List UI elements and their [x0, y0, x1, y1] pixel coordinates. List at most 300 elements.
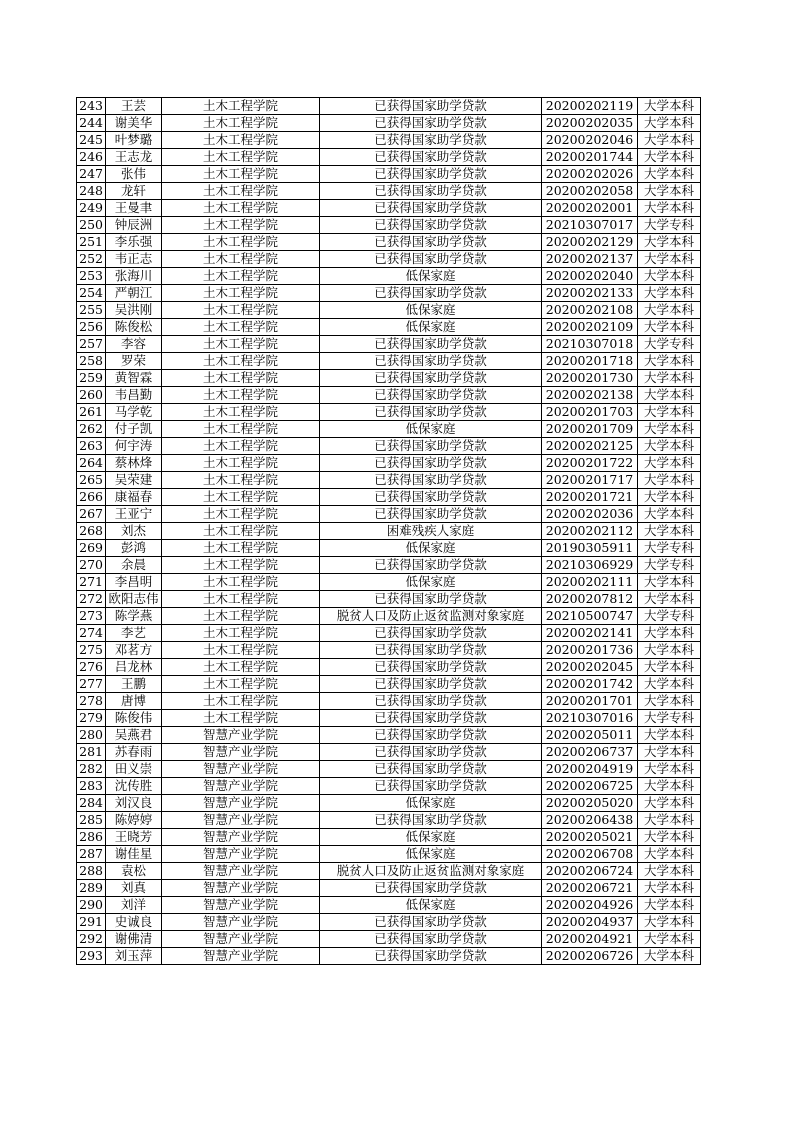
difficulty-type-cell: 已获得国家助学贷款: [320, 914, 542, 931]
student-name-cell: 陈学燕: [106, 608, 162, 625]
difficulty-type-cell: 已获得国家助学贷款: [320, 489, 542, 506]
table-row: [77, 387, 701, 404]
row-number-cell: 288: [77, 863, 106, 880]
row-number-cell: 265: [77, 472, 106, 489]
student-name-cell: 何宇涛: [106, 438, 162, 455]
student-id-cell: 20200205011: [542, 727, 638, 744]
student-id-cell: 20200201717: [542, 472, 638, 489]
student-id-cell: 20200202001: [542, 200, 638, 217]
table-row: [77, 98, 701, 115]
education-level-cell: 大学本科: [638, 625, 701, 642]
student-name-cell: 黄智霖: [106, 370, 162, 387]
college-cell: 土木工程学院: [162, 98, 320, 115]
table-row: [77, 557, 701, 574]
difficulty-type-cell: 已获得国家助学贷款: [320, 472, 542, 489]
row-number-cell: 289: [77, 880, 106, 897]
college-cell: 智慧产业学院: [162, 863, 320, 880]
education-level-cell: 大学本科: [638, 829, 701, 846]
student-id-cell: 20200204926: [542, 897, 638, 914]
education-level-cell: 大学本科: [638, 438, 701, 455]
college-cell: 土木工程学院: [162, 370, 320, 387]
row-number-cell: 261: [77, 404, 106, 421]
college-cell: 智慧产业学院: [162, 778, 320, 795]
student-id-cell: 20200202112: [542, 523, 638, 540]
table-row: [77, 795, 701, 812]
education-level-cell: 大学专科: [638, 336, 701, 353]
student-name-cell: 陈婷婷: [106, 812, 162, 829]
student-id-cell: 20200206721: [542, 880, 638, 897]
education-level-cell: 大学本科: [638, 285, 701, 302]
college-cell: 土木工程学院: [162, 659, 320, 676]
student-name-cell: 唐博: [106, 693, 162, 710]
college-cell: 土木工程学院: [162, 149, 320, 166]
student-id-cell: 20200206724: [542, 863, 638, 880]
row-number-cell: 250: [77, 217, 106, 234]
college-cell: 土木工程学院: [162, 183, 320, 200]
student-id-cell: 20200202141: [542, 625, 638, 642]
row-number-cell: 257: [77, 336, 106, 353]
difficulty-type-cell: 已获得国家助学贷款: [320, 387, 542, 404]
difficulty-type-cell: 已获得国家助学贷款: [320, 234, 542, 251]
difficulty-type-cell: 低保家庭: [320, 829, 542, 846]
difficulty-type-cell: 已获得国家助学贷款: [320, 642, 542, 659]
student-name-cell: 谢佛清: [106, 931, 162, 948]
student-name-cell: 马学乾: [106, 404, 162, 421]
education-level-cell: 大学本科: [638, 880, 701, 897]
education-level-cell: 大学本科: [638, 931, 701, 948]
education-level-cell: 大学本科: [638, 506, 701, 523]
college-cell: 智慧产业学院: [162, 744, 320, 761]
student-id-cell: 20200202111: [542, 574, 638, 591]
difficulty-type-cell: 已获得国家助学贷款: [320, 183, 542, 200]
education-level-cell: 大学专科: [638, 217, 701, 234]
college-cell: 土木工程学院: [162, 540, 320, 557]
student-name-cell: 史诚良: [106, 914, 162, 931]
row-number-cell: 287: [77, 846, 106, 863]
student-id-cell: 20200201703: [542, 404, 638, 421]
difficulty-type-cell: 已获得国家助学贷款: [320, 744, 542, 761]
table-row: [77, 829, 701, 846]
difficulty-type-cell: 已获得国家助学贷款: [320, 625, 542, 642]
student-name-cell: 苏春雨: [106, 744, 162, 761]
college-cell: 土木工程学院: [162, 523, 320, 540]
student-name-cell: 彭鸿: [106, 540, 162, 557]
college-cell: 土木工程学院: [162, 234, 320, 251]
table-row: [77, 421, 701, 438]
student-id-cell: 20200206708: [542, 846, 638, 863]
college-cell: 土木工程学院: [162, 574, 320, 591]
difficulty-type-cell: 脱贫人口及防止返贫监测对象家庭: [320, 863, 542, 880]
student-id-cell: 20200201730: [542, 370, 638, 387]
table-row: [77, 438, 701, 455]
education-level-cell: 大学本科: [638, 574, 701, 591]
college-cell: 智慧产业学院: [162, 897, 320, 914]
college-cell: 智慧产业学院: [162, 846, 320, 863]
difficulty-type-cell: 低保家庭: [320, 574, 542, 591]
student-name-cell: 王亚宁: [106, 506, 162, 523]
row-number-cell: 255: [77, 302, 106, 319]
row-number-cell: 243: [77, 98, 106, 115]
education-level-cell: 大学本科: [638, 727, 701, 744]
row-number-cell: 281: [77, 744, 106, 761]
row-number-cell: 246: [77, 149, 106, 166]
table-row: [77, 897, 701, 914]
student-name-cell: 钟辰洲: [106, 217, 162, 234]
difficulty-type-cell: 已获得国家助学贷款: [320, 557, 542, 574]
student-id-cell: 20200205021: [542, 829, 638, 846]
student-id-cell: 20200204919: [542, 761, 638, 778]
table-row: [77, 183, 701, 200]
table-row: [77, 540, 701, 557]
difficulty-type-cell: 低保家庭: [320, 319, 542, 336]
student-list-table: [76, 97, 701, 965]
student-id-cell: 20200201744: [542, 149, 638, 166]
education-level-cell: 大学本科: [638, 914, 701, 931]
difficulty-type-cell: 已获得国家助学贷款: [320, 710, 542, 727]
student-name-cell: 龙轩: [106, 183, 162, 200]
education-level-cell: 大学本科: [638, 115, 701, 132]
college-cell: 智慧产业学院: [162, 727, 320, 744]
table-row: [77, 948, 701, 965]
difficulty-type-cell: 已获得国家助学贷款: [320, 353, 542, 370]
student-id-cell: 20200201709: [542, 421, 638, 438]
table-row: [77, 319, 701, 336]
college-cell: 土木工程学院: [162, 557, 320, 574]
student-id-cell: 20200202058: [542, 183, 638, 200]
row-number-cell: 247: [77, 166, 106, 183]
education-level-cell: 大学本科: [638, 948, 701, 965]
difficulty-type-cell: 已获得国家助学贷款: [320, 115, 542, 132]
row-number-cell: 279: [77, 710, 106, 727]
difficulty-type-cell: 已获得国家助学贷款: [320, 778, 542, 795]
difficulty-type-cell: 低保家庭: [320, 540, 542, 557]
table-row: [77, 455, 701, 472]
table-row: [77, 523, 701, 540]
row-number-cell: 293: [77, 948, 106, 965]
college-cell: 土木工程学院: [162, 455, 320, 472]
student-id-cell: 20200202040: [542, 268, 638, 285]
student-name-cell: 叶梦璐: [106, 132, 162, 149]
table-row: [77, 744, 701, 761]
difficulty-type-cell: 脱贫人口及防止返贫监测对象家庭: [320, 608, 542, 625]
table-row: [77, 761, 701, 778]
student-id-cell: 20210500747: [542, 608, 638, 625]
college-cell: 土木工程学院: [162, 642, 320, 659]
student-name-cell: 谢佳星: [106, 846, 162, 863]
college-cell: 土木工程学院: [162, 421, 320, 438]
college-cell: 土木工程学院: [162, 404, 320, 421]
difficulty-type-cell: 已获得国家助学贷款: [320, 166, 542, 183]
college-cell: 智慧产业学院: [162, 761, 320, 778]
row-number-cell: 285: [77, 812, 106, 829]
education-level-cell: 大学本科: [638, 132, 701, 149]
college-cell: 土木工程学院: [162, 608, 320, 625]
student-name-cell: 欧阳志伟: [106, 591, 162, 608]
education-level-cell: 大学本科: [638, 149, 701, 166]
education-level-cell: 大学本科: [638, 404, 701, 421]
education-level-cell: 大学本科: [638, 302, 701, 319]
college-cell: 土木工程学院: [162, 285, 320, 302]
student-name-cell: 余晨: [106, 557, 162, 574]
difficulty-type-cell: 低保家庭: [320, 302, 542, 319]
row-number-cell: 276: [77, 659, 106, 676]
education-level-cell: 大学本科: [638, 200, 701, 217]
college-cell: 土木工程学院: [162, 489, 320, 506]
student-name-cell: 刘洋: [106, 897, 162, 914]
table-row: [77, 625, 701, 642]
student-name-cell: 谢美华: [106, 115, 162, 132]
student-id-cell: 20200207812: [542, 591, 638, 608]
row-number-cell: 270: [77, 557, 106, 574]
student-id-cell: 20200202109: [542, 319, 638, 336]
student-id-cell: 20200202129: [542, 234, 638, 251]
student-name-cell: 王鹏: [106, 676, 162, 693]
student-id-cell: 20200206726: [542, 948, 638, 965]
table-row: [77, 574, 701, 591]
college-cell: 智慧产业学院: [162, 948, 320, 965]
row-number-cell: 290: [77, 897, 106, 914]
college-cell: 智慧产业学院: [162, 880, 320, 897]
education-level-cell: 大学本科: [638, 98, 701, 115]
table-body: [77, 98, 701, 965]
difficulty-type-cell: 低保家庭: [320, 795, 542, 812]
table-row: [77, 268, 701, 285]
difficulty-type-cell: 已获得国家助学贷款: [320, 506, 542, 523]
table-row: [77, 115, 701, 132]
education-level-cell: 大学本科: [638, 897, 701, 914]
education-level-cell: 大学本科: [638, 523, 701, 540]
student-id-cell: 20200205020: [542, 795, 638, 812]
row-number-cell: 254: [77, 285, 106, 302]
row-number-cell: 244: [77, 115, 106, 132]
education-level-cell: 大学专科: [638, 557, 701, 574]
table-row: [77, 642, 701, 659]
table-row: [77, 608, 701, 625]
college-cell: 土木工程学院: [162, 506, 320, 523]
row-number-cell: 262: [77, 421, 106, 438]
table-row: [77, 132, 701, 149]
college-cell: 智慧产业学院: [162, 829, 320, 846]
college-cell: 土木工程学院: [162, 132, 320, 149]
difficulty-type-cell: 已获得国家助学贷款: [320, 812, 542, 829]
college-cell: 智慧产业学院: [162, 914, 320, 931]
education-level-cell: 大学本科: [638, 659, 701, 676]
education-level-cell: 大学专科: [638, 540, 701, 557]
table-row: [77, 676, 701, 693]
student-id-cell: 20200202046: [542, 132, 638, 149]
education-level-cell: 大学本科: [638, 676, 701, 693]
student-name-cell: 李昌明: [106, 574, 162, 591]
student-id-cell: 20190305911: [542, 540, 638, 557]
difficulty-type-cell: 已获得国家助学贷款: [320, 948, 542, 965]
college-cell: 土木工程学院: [162, 302, 320, 319]
table-row: [77, 234, 701, 251]
row-number-cell: 278: [77, 693, 106, 710]
college-cell: 土木工程学院: [162, 387, 320, 404]
table-row: [77, 591, 701, 608]
student-id-cell: 20200206725: [542, 778, 638, 795]
row-number-cell: 274: [77, 625, 106, 642]
row-number-cell: 245: [77, 132, 106, 149]
difficulty-type-cell: 困难残疾人家庭: [320, 523, 542, 540]
student-name-cell: 刘杰: [106, 523, 162, 540]
education-level-cell: 大学本科: [638, 642, 701, 659]
difficulty-type-cell: 已获得国家助学贷款: [320, 931, 542, 948]
education-level-cell: 大学本科: [638, 234, 701, 251]
education-level-cell: 大学本科: [638, 778, 701, 795]
row-number-cell: 266: [77, 489, 106, 506]
table-row: [77, 931, 701, 948]
student-name-cell: 王晓芳: [106, 829, 162, 846]
college-cell: 土木工程学院: [162, 353, 320, 370]
difficulty-type-cell: 已获得国家助学贷款: [320, 98, 542, 115]
education-level-cell: 大学本科: [638, 744, 701, 761]
row-number-cell: 292: [77, 931, 106, 948]
table-row: [77, 472, 701, 489]
education-level-cell: 大学本科: [638, 591, 701, 608]
student-id-cell: 20200204937: [542, 914, 638, 931]
difficulty-type-cell: 已获得国家助学贷款: [320, 149, 542, 166]
row-number-cell: 280: [77, 727, 106, 744]
college-cell: 土木工程学院: [162, 336, 320, 353]
student-name-cell: 严朝江: [106, 285, 162, 302]
row-number-cell: 267: [77, 506, 106, 523]
college-cell: 智慧产业学院: [162, 812, 320, 829]
row-number-cell: 248: [77, 183, 106, 200]
table-row: [77, 778, 701, 795]
difficulty-type-cell: 已获得国家助学贷款: [320, 659, 542, 676]
student-id-cell: 20200204921: [542, 931, 638, 948]
student-id-cell: 20200202137: [542, 251, 638, 268]
difficulty-type-cell: 低保家庭: [320, 268, 542, 285]
row-number-cell: 273: [77, 608, 106, 625]
college-cell: 土木工程学院: [162, 472, 320, 489]
table-row: [77, 914, 701, 931]
student-name-cell: 刘玉萍: [106, 948, 162, 965]
student-id-cell: 20200206438: [542, 812, 638, 829]
row-number-cell: 256: [77, 319, 106, 336]
difficulty-type-cell: 已获得国家助学贷款: [320, 693, 542, 710]
difficulty-type-cell: 已获得国家助学贷款: [320, 880, 542, 897]
college-cell: 土木工程学院: [162, 115, 320, 132]
student-name-cell: 吴荣建: [106, 472, 162, 489]
table-row: [77, 506, 701, 523]
student-id-cell: 20200201722: [542, 455, 638, 472]
row-number-cell: 251: [77, 234, 106, 251]
education-level-cell: 大学本科: [638, 251, 701, 268]
student-name-cell: 李容: [106, 336, 162, 353]
table-row: [77, 693, 701, 710]
row-number-cell: 271: [77, 574, 106, 591]
education-level-cell: 大学本科: [638, 846, 701, 863]
education-level-cell: 大学专科: [638, 710, 701, 727]
student-name-cell: 王曼聿: [106, 200, 162, 217]
student-name-cell: 陈俊松: [106, 319, 162, 336]
table-row: [77, 251, 701, 268]
row-number-cell: 263: [77, 438, 106, 455]
education-level-cell: 大学本科: [638, 166, 701, 183]
student-id-cell: 20200201742: [542, 676, 638, 693]
student-id-cell: 20200201736: [542, 642, 638, 659]
student-name-cell: 王志龙: [106, 149, 162, 166]
student-name-cell: 韦正志: [106, 251, 162, 268]
student-name-cell: 邓茗方: [106, 642, 162, 659]
education-level-cell: 大学本科: [638, 387, 701, 404]
table-row: [77, 846, 701, 863]
difficulty-type-cell: 已获得国家助学贷款: [320, 455, 542, 472]
difficulty-type-cell: 已获得国家助学贷款: [320, 591, 542, 608]
student-id-cell: 20200202125: [542, 438, 638, 455]
table-row: [77, 370, 701, 387]
college-cell: 土木工程学院: [162, 166, 320, 183]
student-id-cell: 20200202045: [542, 659, 638, 676]
student-id-cell: 20200202036: [542, 506, 638, 523]
college-cell: 智慧产业学院: [162, 795, 320, 812]
student-id-cell: 20200201701: [542, 693, 638, 710]
student-name-cell: 沈传胜: [106, 778, 162, 795]
student-id-cell: 20200202138: [542, 387, 638, 404]
student-name-cell: 吴洪刚: [106, 302, 162, 319]
difficulty-type-cell: 低保家庭: [320, 897, 542, 914]
difficulty-type-cell: 低保家庭: [320, 846, 542, 863]
difficulty-type-cell: 低保家庭: [320, 421, 542, 438]
row-number-cell: 252: [77, 251, 106, 268]
student-name-cell: 刘汉良: [106, 795, 162, 812]
education-level-cell: 大学本科: [638, 812, 701, 829]
education-level-cell: 大学本科: [638, 761, 701, 778]
table-row: [77, 200, 701, 217]
education-level-cell: 大学本科: [638, 183, 701, 200]
college-cell: 土木工程学院: [162, 693, 320, 710]
row-number-cell: 284: [77, 795, 106, 812]
row-number-cell: 272: [77, 591, 106, 608]
row-number-cell: 258: [77, 353, 106, 370]
college-cell: 土木工程学院: [162, 251, 320, 268]
difficulty-type-cell: 已获得国家助学贷款: [320, 336, 542, 353]
college-cell: 智慧产业学院: [162, 931, 320, 948]
student-name-cell: 田义崇: [106, 761, 162, 778]
college-cell: 土木工程学院: [162, 676, 320, 693]
row-number-cell: 269: [77, 540, 106, 557]
college-cell: 土木工程学院: [162, 200, 320, 217]
row-number-cell: 275: [77, 642, 106, 659]
student-name-cell: 刘真: [106, 880, 162, 897]
student-name-cell: 吴燕君: [106, 727, 162, 744]
student-id-cell: 20210307017: [542, 217, 638, 234]
student-name-cell: 袁松: [106, 863, 162, 880]
student-id-cell: 20200202026: [542, 166, 638, 183]
education-level-cell: 大学本科: [638, 693, 701, 710]
table-row: [77, 659, 701, 676]
student-name-cell: 李乐强: [106, 234, 162, 251]
education-level-cell: 大学本科: [638, 489, 701, 506]
row-number-cell: 286: [77, 829, 106, 846]
difficulty-type-cell: 已获得国家助学贷款: [320, 370, 542, 387]
difficulty-type-cell: 已获得国家助学贷款: [320, 217, 542, 234]
table-row: [77, 336, 701, 353]
student-name-cell: 韦昌勤: [106, 387, 162, 404]
table-row: [77, 812, 701, 829]
college-cell: 土木工程学院: [162, 319, 320, 336]
difficulty-type-cell: 已获得国家助学贷款: [320, 132, 542, 149]
college-cell: 土木工程学院: [162, 625, 320, 642]
student-id-cell: 20200206737: [542, 744, 638, 761]
row-number-cell: 249: [77, 200, 106, 217]
student-name-cell: 蔡林烽: [106, 455, 162, 472]
table-row: [77, 404, 701, 421]
student-id-cell: 20200202133: [542, 285, 638, 302]
education-level-cell: 大学本科: [638, 863, 701, 880]
